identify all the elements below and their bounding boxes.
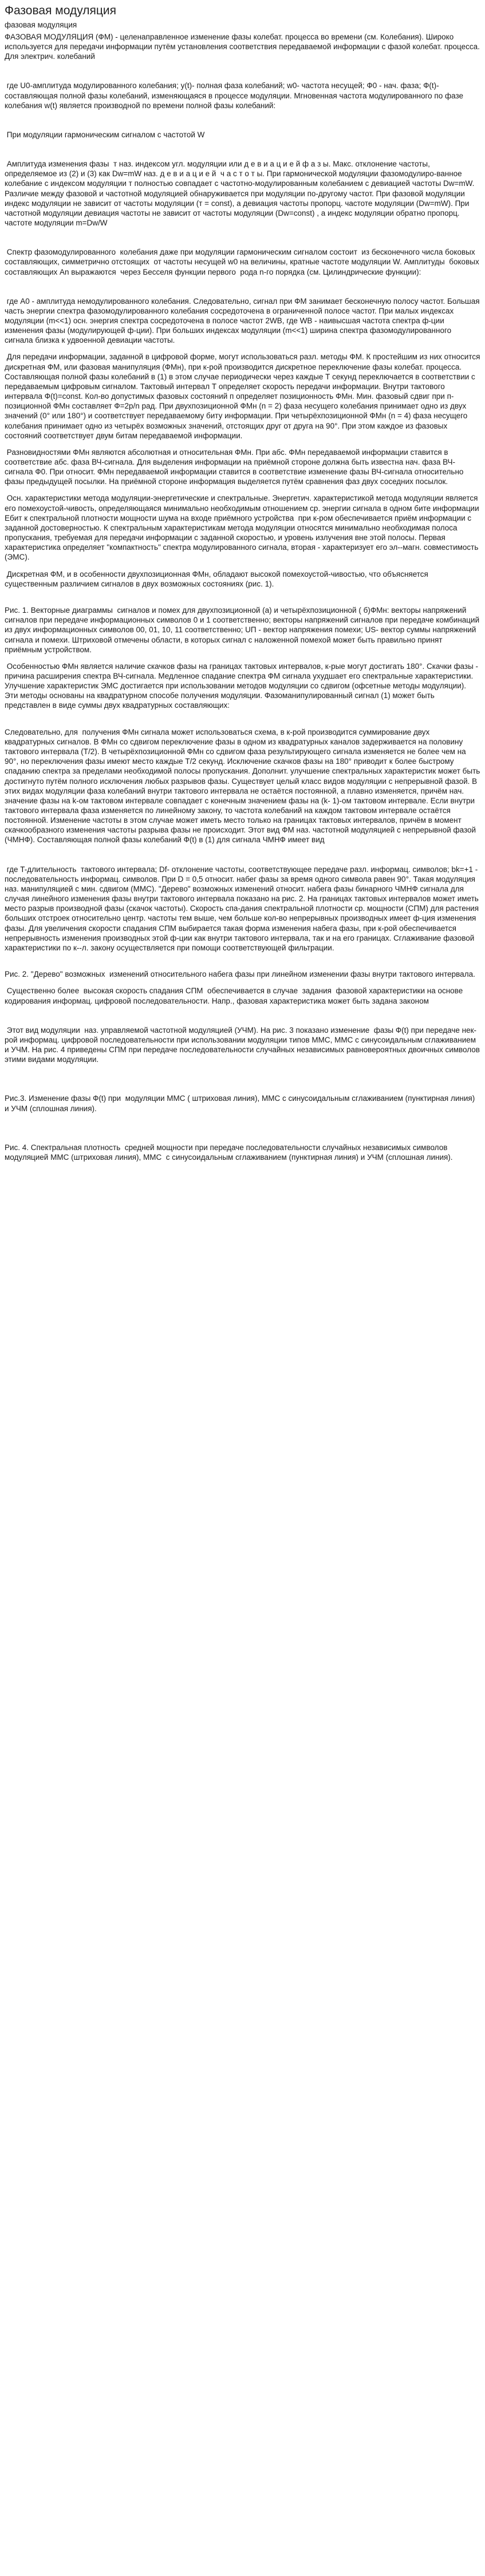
formula-1-placeholder [5,68,480,81]
paragraph-controlled-fm: Этот вид модуляции наз. управляемой частотной модуляцией (УЧМ). На рис. 3 показано изменение фазы Ф(t) при передаче нек-рой информац. цифровой последовательности при использовании модуляции типов ММС, ММС с синусоидальным сглаживанием и УЧМ. На рис. 4 приведены СПМ при передаче последовательности случайных независимых равновероятных двоичных символов этими видами модуляции. [5,1025,482,1064]
paragraph-harmonic-modulation: При модуляции гармоническим сигналом с частотой W [5,130,205,139]
figure-4-caption: Рис. 4. Спектральная плотность средней мощности при передаче последовательности случайных независимых символов модуляцией ММС (штриховая линия), ММС с синусоидальным сглаживанием (пунктирная линия) и УЧМ (сплошная линия). [5,1143,453,1162]
paragraph-definition: ФАЗОВАЯ МОДУЛЯЦИЯ (ФМ) - целенаправленное изменение фазы колебат. процесса во времени (см. Колебания). Широко используется для передачи информации путём установления соответствия передаваемой информации с фазой колебат. процесса. Для электрич. колебаний [5,33,482,61]
document-page [0,0,485,1169]
figure-3-placeholder [5,1071,480,1084]
paragraph-coded-phase: Существенно более высокая скорость спадания СПМ обеспечивается в случае задания фазовой характеристики на основе кодирования информац. цифровой последовательности. Напр., фазовая характеристика может быть задана законом [5,986,467,1005]
formula-4-placeholder [5,235,480,247]
paragraph-msk: где T-длительность тактового интервала; Df- отклонение частоты, соответствующее передаче разл. информац. символов; bk=+1 - последовательность информац. символов. При D = 0,5 относит. набег фазы за время одного символа равен 90°. Такая модуляция наз. манипуляцией с мин. сдвигом (ММС). "Дерево" возможных изменений относит. набега фазы бинарного ЧМНФ сигнала для случая линейного изменения фазы внутри тактового интервала показано на рис. 2. На границах тактовых интервалов может иметь место разрыв производной фазы (скачок частоты). Скорость спа-дания спектральной плотности ср. мощности (СПМ) для растения больших отстроек относительно центр. частоты тем выше, чем больше кол-во непрерывных производных имеет ф-ция изменения фазы. Для увеличения скорости спадания СПМ выбирается такая форма изменения набега фазы, при к-рой обеспечивается непрерывность изменения производных этой ф-ции как внутри тактового интервала, так и на его границах. Сглаживание фазовой характеристики по к--л. закону осуществляется при помощи соответствующей фильтрации. [5,865,481,952]
page-title: Фазовая модуляция [5,4,116,17]
formula-3-placeholder [5,146,480,159]
page-subtitle: фазовая модуляция [5,21,77,29]
paragraph-quadrature: Следовательно, для получения ФМн сигнала может использоваться схема, в к-рой производится суммирование двух квадратурных сигналов. В ФМн со сдвигом переключение фазы в одном из квадратурных каналов задерживается на половину тактового интервала (Т/2). В четырёхпозиционной ФМн со сдвигом фаза результирующего сигнала изменяется не более чем на 90°, но переключения фазы имеют место каждые Т/2 секунд. Исключение скачков фазы на 180° приводит к более быстрому спаданию спектра за пределами необходимой полосы пропускания. Дополнит. улучшение спектральных характеристик может быть достигнуто путём полного исключения любых разрывов фазы. Существует целый класс видов модуляции с непрерывной фазой. В этих видах модуляции фаза колебаний внутри тактового интервала не остаётся постоянной, а плавно изменяется, причём нач. значение фазы на k-ом тактовом интервале совпадает с конечным значением фазы на (k- 1)-ом тактовом интервале. Если внутри тактового интервала фаза изменяется по линейному закону, то частота колебаний на каждом тактовом интервале остаётся постоянной. Изменение частоты в этом случае может иметь место только на границах тактовых интервалов, причём в момент скачкообразного изменения частоты разрыва фазы не происходит. Этот вид ФМ наз. частотной модуляцией с непрерывной фазой (ЧМНФ). Составляющая полной фазы колебаний Ф(t) в (1) для сигнала ЧМНФ имеет вид [5,727,480,845]
paragraph-phase-deviation: Амплитуда изменения фазы т наз. индексом угл. модуляции или д е в и а ц и е й ф а з ы. Макс. отклонение частоты, определяемое из (2) и (3) как Dw=mW наз. д е в и а ц и е й ч а с т о т ы. При гармонической модуляции фазомодулиро-ванное колебание с индексом модуляции т полностью совпадает с частотно-модулированным колебанием с девиацией частоты Dw=mW. Различие между фазовой и частотной модуляцией обнаруживается при модуляции по-другому частот. При фазовой модуляции индекс модуляции не зависит от частоты модуляции (т = const), а девиация частоты пропорц. частоте модуляции (Dw=mW). При частотной модуляции девиация частоты не зависит от частоты модуляции (Dw=const) , а индекс модуляции обратно пропорц. частоте модуляции m=Dw/W [5,160,477,228]
paragraph-bandwidth: где А0 - амплитуда немодулированного колебания. Следовательно, сигнал при ФМ занимает бесконечную полосу частот. Большая часть энергии спектра фазомодулированного колебания сосредоточена в ограниченной полосе частот. При малых индексах модуляции (m<<1) осн. энергия спектра сосредоточена в полосе частот 2WB, где WB - наивысшая частота спектра ф-ции изменения фазы (модулирующей ф-ции). При больших индексах модуляции (m<<1) ширина спектра фазомодулированного сигнала близка к удвоенной девиации частоты. [5,296,482,345]
paragraph-characteristics: Осн. характеристики метода модуляции-энергетические и спектральные. Энергетич. характеристикой метода модуляции является его помехоустой-чивость, определяющаяся минимально необходимым отношением ср. энергии сигнала в одном бите информации Eбит к спектральной плотности мощности шума на входе приёмного устройства при к-ром обеспечивается приём информации с заданной достоверностью. К спектральным характеристикам метода модуляции относятся минимально необходимая полоса пропускания, требуемая для передачи информации с заданной скоростью, и уровень излучения вне этой полосы. Первая характеристика определяет "компактность" спектра модулированного сигнала, вторая - характеризует его эл--магн. совместимость (ЭМС). [5,494,482,562]
formula-7-placeholder [5,1013,480,1025]
paragraph-spectrum: Спектр фазомодулированного колебания даже при модуляции гармоническим сигналом состоит из бесконечного числа боковых составляющих, симметрично отстоящих от частоты несущей w0 на величины, кратные частоте модуляции W. Амплитуды боковых составляющих An выражаются через Бесселя функции первого рода n-го порядка (см. Цилиндрические функции): [5,248,482,276]
figure-3-caption: Рис.3. Изменение фазы Ф(t) при модуляции ММС ( штриховая линия), ММС с синусоидальным сглаживанием (пунктирная линия) и УЧМ (сплошная линия). [5,1094,475,1113]
figure-2-caption: Рис. 2. "Дерево" возможных изменений относительного набега фазы при линейном изменении фазы внутри тактового интервала. [5,970,475,979]
formula-2-placeholder [5,117,480,130]
paragraph-noise-immunity: Дискретная ФМ, и в особенности двухпозиционная ФМн, обладают высокой помехоустой-чивостью, что объясняется существенным различием сигналов в двух возможных состояниях (рис. 1). [5,569,431,588]
figure-4-placeholder [5,1120,480,1133]
formula-5-placeholder [5,284,480,296]
formula-6-placeholder [5,852,480,865]
paragraph-digital-psk: Для передачи информации, заданной в цифровой форме, могут использоваться разл. методы ФМ. К простейшим из них относится дискретная ФМ, или фазовая манипуляция (ФМн), при к-рой производится дискретное переключение фазы колебат. процесса. Составляющая полной фазы колебаний в (1) в этом случае периодически через каждые Т секунд переключается в соответствии с передаваемым цифровым сигналом. Тактовый интервал Т определяет скорость передачи информации. Внутри тактового интервала Ф(t)=const. Кол-во допустимых фазовых состояний п определяет позиционность ФМн. Мин. фазовый сдвиг при п-позиционной ФМн составляет Ф=2p/n рад. При двухпозиционной ФМн (n = 2) фаза несущего колебания принимает одно из двух значений (0° или 180°) и соответствует передаваемому биту информации. При четырёхпозиционной ФМн (n = 4) фаза несущего колебания принимает одно из четырёх возможных значений, отстоящих друг от друга на 90°. При этом каждое из фазовых состояний соответствует двум битам передаваемой информации. [5,352,483,440]
paragraph-formula-1-explanation: где U0-амплитуда модулированного колебания; y(t)- полная фаза колебаний; w0- частота несущей; Ф0 - нач. фаза; Ф(t)-составляющая полной фазы колебаний, изменяющаяся в процессе модуляции. Мгновенная частота модулированного по фазе колебания w(t) является производной по времени полной фазы колебаний: [5,81,466,110]
figure-1-caption: Рис. 1. Векторные диаграммы сигналов и помех для двухпозиционной (а) и четырёхпозиционной ( б)ФМн: векторы напряжений сигналов при передаче информационных символов 0 и 1 соответственно; векторы напряжений сигналов при передаче комбинаций из двух информационных символов 00, 01, 10, 11 соответственно; UП - вектор напряжения помехи; US- вектор суммы напряжений сигнала и помехи. Штриховой отмечены области, в которых сигнал с наложенной помехой может быть правильно принят приёмным устройством. [5,606,480,654]
paragraph-phase-jumps: Особенностью ФМн является наличие скачков фазы на границах тактовых интервалов, к-рые могут достигать 180°. Скачки фазы - причина расширения спектра ВЧ-сигнала. Медленное спадание спектра ФМ сигнала ухудшает его спектральные характеристики. Улучшение характеристик ЭМС достигается при использовании методов модуляции со сдвигом (офсетные методы модуляции). Эти методы основаны на квадратурном способе получения модуляции. Фазоманипулированный сигнал (1) может быть представлен в виде суммы двух квадратурных составляющих: [5,661,480,710]
paragraph-absolute-relative: Разновидностями ФМн являются абсолютная и относительная ФМн. При абс. ФМн передаваемой информации ставится в соответствие абс. фаза ВЧ-сигнала. Для выделения информации на приёмной стороне должна быть известна нач. фаза ВЧ-сигнала Ф0. При относит. ФМн передаваемой информации ставится в соответствие изменение фазы ВЧ-сигнала относительно фазы предыдущей посылки. На приёмной стороне информация выделяется путём сравнения фаз двух соседних посылок. [5,447,466,486]
